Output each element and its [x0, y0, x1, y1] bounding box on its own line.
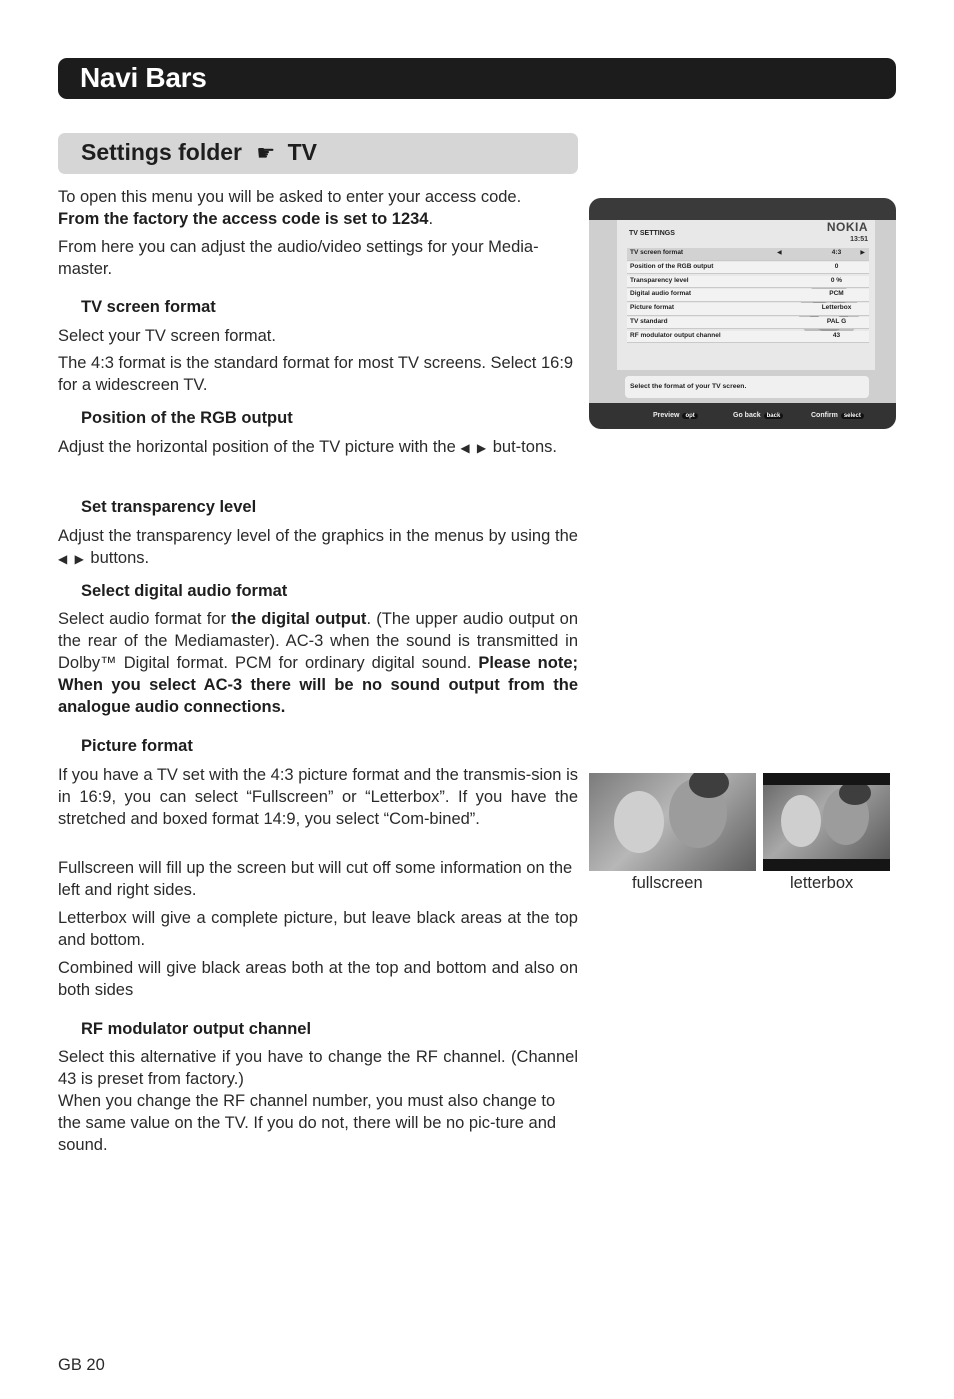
clock: 13:51 [850, 236, 868, 243]
heading-tv-screen-format: TV screen format [81, 298, 216, 316]
tv-screen-paragraph-1: Select your TV screen format. [58, 327, 276, 345]
intro-paragraph-2: From here you can adjust the audio/video settings for your Media-master. [58, 238, 539, 278]
picture-paragraph-2: Fullscreen will fill up the screen but will cut off some information on the left and right sides. [58, 859, 573, 899]
go-back-hint: Go back back [733, 412, 783, 419]
menu-row: Transparency level 0 % [627, 276, 869, 289]
fullscreen-caption: fullscreen [632, 874, 703, 892]
pointing-hand-icon: ☛ [256, 142, 276, 165]
menu-row: TV screen format ◀ 4:3 ▶ [627, 248, 869, 261]
preview-hint: Preview opt [653, 412, 698, 419]
fullscreen-example-photo [589, 773, 756, 871]
left-right-arrows-icon: ◀ ▶ [460, 441, 489, 455]
button-bar [589, 403, 896, 429]
heading-digital-audio: Select digital audio format [81, 582, 288, 600]
intro-paragraph-1: To open this menu you will be asked to enter your access code. From the factory the access code is set to 1234. [58, 188, 522, 228]
tv-settings-screenshot [589, 198, 896, 429]
left-arrow-icon: ◀ [777, 250, 782, 256]
section-title-bar [58, 133, 578, 174]
menu-title: TV SETTINGS [629, 230, 675, 237]
letterbox-example-photo [763, 773, 890, 871]
heading-transparency: Set transparency level [81, 498, 257, 516]
picture-paragraph-3: Letterbox will give a complete picture, but leave black areas at the top and bottom. [58, 909, 578, 949]
section-title: Settings folder ☛ TV [81, 139, 318, 165]
menu-row: Position of the RGB output 0 [627, 262, 869, 275]
heading-rgb-position: Position of the RGB output [81, 409, 293, 427]
chapter-title: Navi Bars [80, 62, 207, 93]
rf-paragraph-2: When you change the RF channel number, you must also change to the same value on the TV. If you do not, there will be no pic-ture and sound. [58, 1092, 557, 1154]
brand-logo: NOKIA [826, 220, 868, 234]
heading-rf-modulator: RF modulator output channel [81, 1020, 312, 1038]
menu-row: Picture format Letterbox [627, 303, 869, 316]
left-right-arrows-icon: ◀ ▶ [58, 552, 86, 566]
chapter-title-bar [58, 58, 896, 99]
transparency-paragraph: Adjust the transparency level of the graphics in the menus by using the ◀ ▶ buttons. [58, 527, 578, 567]
letterbox-caption: letterbox [790, 874, 854, 892]
tv-screen-paragraph-2: The 4:3 format is the standard format for most TV screens. Select 16:9 for a widescreen TV. [58, 354, 574, 394]
audio-paragraph: Select audio format for the digital output. (The upper audio output on the rear of the Mediamaster). AC-3 when the sound is transmitted in Dolby™ Digital format. PCM for ordinary digital sound. Please note; When you select AC-3 there will be no sound output from the analogue audio connections. [58, 610, 579, 716]
rf-paragraph-1: Select this alternative if you have to change the RF channel. (Channel 43 is preset from factory.) [58, 1048, 578, 1088]
picture-paragraph-4: Combined will give black areas both at the top and bottom and also on both sides [58, 959, 578, 999]
right-arrow-icon: ▶ [860, 250, 865, 256]
menu-row: Digital audio format PCM [627, 289, 869, 302]
picture-paragraph-1: If you have a TV set with the 4:3 picture format and the transmis-sion is in 16:9, you can select “Fullscreen” or “Letterbox”. If you have the stretched and boxed format 14:9, you select “Com-bined”. [58, 766, 578, 828]
heading-picture-format: Picture format [81, 737, 193, 755]
settings-list [627, 248, 869, 345]
help-text-box: Select the format of your TV screen. [625, 376, 869, 398]
rgb-paragraph: Adjust the horizontal position of the TV picture with the ◀ ▶ but-tons. [58, 438, 557, 456]
confirm-hint: Confirm select [811, 412, 864, 419]
menu-row: RF modulator output channel 43 [627, 331, 869, 344]
page-number: GB 20 [58, 1356, 105, 1374]
menu-row: TV standard PAL G [627, 317, 869, 330]
